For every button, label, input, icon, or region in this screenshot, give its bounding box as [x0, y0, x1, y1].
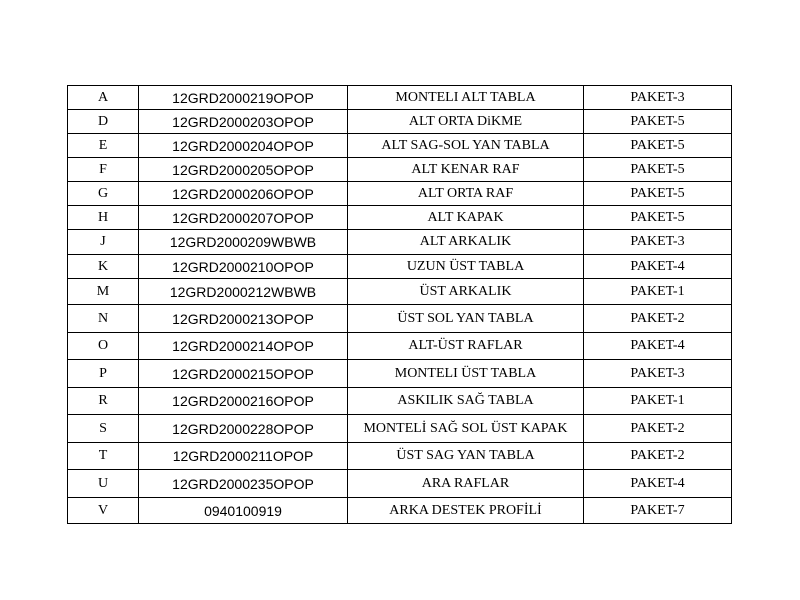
part-code: 12GRD2000216OPOP [139, 388, 348, 415]
table-row [68, 279, 732, 305]
table-row [68, 360, 732, 388]
part-name: ÜST SOL YAN TABLA [348, 305, 584, 333]
part-name: ALT ORTA RAF [348, 182, 584, 206]
parts-table-body [68, 86, 732, 524]
part-letter: H [68, 206, 139, 230]
part-name: ÜST SAG YAN TABLA [348, 443, 584, 470]
part-letter: T [68, 443, 139, 470]
part-letter: P [68, 360, 139, 388]
table-row [68, 443, 732, 470]
part-code: 12GRD2000212WBWB [139, 279, 348, 305]
part-letter: M [68, 279, 139, 305]
package-number: PAKET-5 [584, 206, 732, 230]
part-name: ALT KAPAK [348, 206, 584, 230]
part-name: ASKILIK SAĞ TABLA [348, 388, 584, 415]
table-row [68, 498, 732, 524]
part-letter: U [68, 470, 139, 498]
parts-table [67, 85, 732, 524]
part-code: 12GRD2000204OPOP [139, 134, 348, 158]
table-row [68, 134, 732, 158]
part-code: 12GRD2000214OPOP [139, 333, 348, 360]
part-code: 12GRD2000215OPOP [139, 360, 348, 388]
part-name: MONTELİ SAĞ SOL ÜST KAPAK [348, 415, 584, 443]
package-number: PAKET-5 [584, 134, 732, 158]
table-row [68, 230, 732, 255]
package-number: PAKET-3 [584, 230, 732, 255]
table-row [68, 470, 732, 498]
part-name: ALT-ÜST RAFLAR [348, 333, 584, 360]
part-letter: N [68, 305, 139, 333]
table-row [68, 255, 732, 279]
part-code: 12GRD2000207OPOP [139, 206, 348, 230]
package-number: PAKET-1 [584, 279, 732, 305]
package-number: PAKET-5 [584, 110, 732, 134]
table-row [68, 110, 732, 134]
part-letter: V [68, 498, 139, 524]
part-code: 12GRD2000206OPOP [139, 182, 348, 206]
part-name: ALT KENAR RAF [348, 158, 584, 182]
part-letter: D [68, 110, 139, 134]
part-letter: G [68, 182, 139, 206]
package-number: PAKET-3 [584, 360, 732, 388]
part-name: MONTELI ALT TABLA [348, 86, 584, 110]
table-row [68, 182, 732, 206]
package-number: PAKET-5 [584, 158, 732, 182]
package-number: PAKET-1 [584, 388, 732, 415]
table-row [68, 158, 732, 182]
table-row [68, 206, 732, 230]
part-code: 12GRD2000203OPOP [139, 110, 348, 134]
package-number: PAKET-2 [584, 305, 732, 333]
package-number: PAKET-4 [584, 333, 732, 360]
part-letter: S [68, 415, 139, 443]
part-letter: R [68, 388, 139, 415]
part-code: 12GRD2000235OPOP [139, 470, 348, 498]
table-row [68, 415, 732, 443]
package-number: PAKET-2 [584, 443, 732, 470]
package-number: PAKET-4 [584, 255, 732, 279]
part-code: 12GRD2000205OPOP [139, 158, 348, 182]
table-row [68, 333, 732, 360]
table-row [68, 305, 732, 333]
package-number: PAKET-2 [584, 415, 732, 443]
part-letter: E [68, 134, 139, 158]
part-code: 12GRD2000210OPOP [139, 255, 348, 279]
part-code: 0940100919 [139, 498, 348, 524]
part-name: UZUN ÜST TABLA [348, 255, 584, 279]
part-letter: J [68, 230, 139, 255]
part-name: ALT SAG-SOL YAN TABLA [348, 134, 584, 158]
part-code: 12GRD2000211OPOP [139, 443, 348, 470]
part-letter: F [68, 158, 139, 182]
package-number: PAKET-5 [584, 182, 732, 206]
part-name: ALT ORTA DiKME [348, 110, 584, 134]
part-letter: A [68, 86, 139, 110]
table-row [68, 388, 732, 415]
package-number: PAKET-3 [584, 86, 732, 110]
package-number: PAKET-7 [584, 498, 732, 524]
part-name: ARKA DESTEK PROFİLİ [348, 498, 584, 524]
part-code: 12GRD2000228OPOP [139, 415, 348, 443]
part-code: 12GRD2000213OPOP [139, 305, 348, 333]
part-code: 12GRD2000209WBWB [139, 230, 348, 255]
part-code: 12GRD2000219OPOP [139, 86, 348, 110]
part-name: ARA RAFLAR [348, 470, 584, 498]
part-name: MONTELI ÜST TABLA [348, 360, 584, 388]
part-letter: K [68, 255, 139, 279]
package-number: PAKET-4 [584, 470, 732, 498]
part-letter: O [68, 333, 139, 360]
table-row [68, 86, 732, 110]
part-name: ÜST ARKALIK [348, 279, 584, 305]
part-name: ALT ARKALIK [348, 230, 584, 255]
